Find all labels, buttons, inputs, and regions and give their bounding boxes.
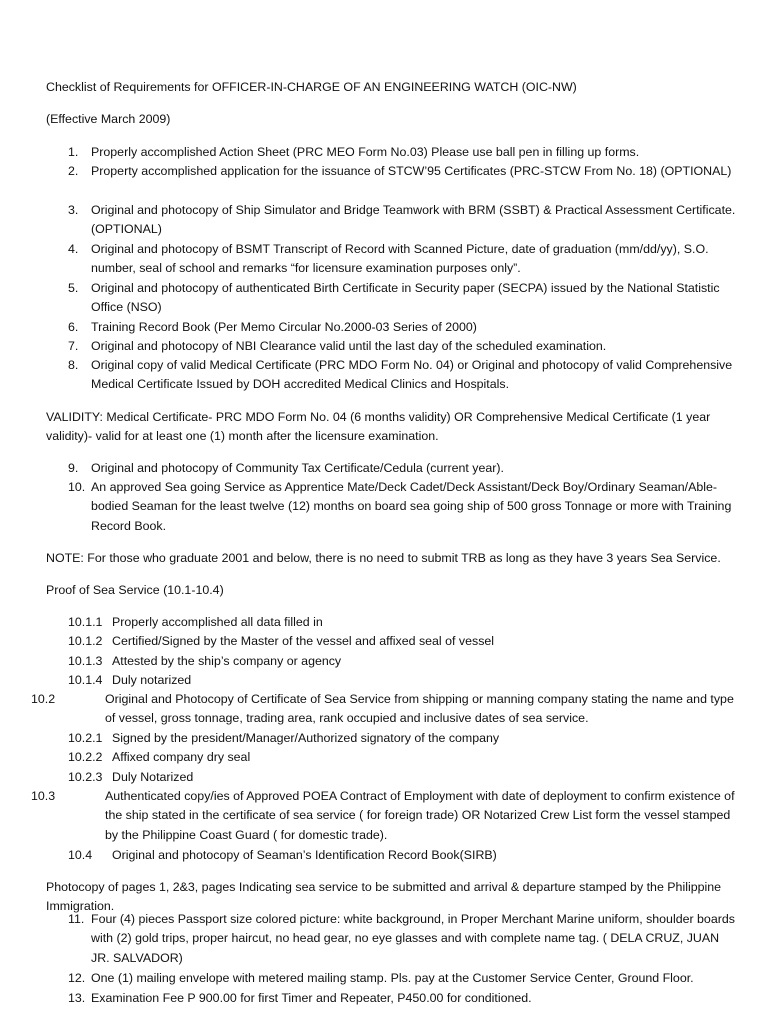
- list-item: [68, 162, 738, 181]
- item-text: Original and photocopy of NBI Clearance valid until the last day of the scheduled examination.: [91, 339, 607, 353]
- sub-item: [31, 690, 738, 729]
- item-text: Original and photocopy of Community Tax Certificate/Cedula (current year).: [91, 461, 504, 475]
- sub-item-text: Affixed company dry seal: [112, 750, 251, 764]
- item-number: 2.: [68, 164, 79, 178]
- item-number: 11.: [68, 912, 85, 926]
- sub-item-number: 10.1.3: [68, 654, 103, 668]
- trb-note: NOTE: For those who graduate 2001 and below, there is no need to submit TRB as long as they have 3 years Sea Service.: [46, 551, 721, 565]
- item-text: Four (4) pieces Passport size colored picture: white background, in Proper Merchant Marine uniform, shoulder boards with (2) gold trips, proper haircut, no head gear, no eye glasses and with complete name tag. ( DELA CRUZ, JUAN JR. SALVADOR): [91, 912, 735, 965]
- sub-item-text: Original and Photocopy of Certificate of Sea Service from shipping or manning company stating the name and type of vessel, gross tonnage, trading area, rank occupied and inclusive dates of sea service.: [105, 692, 734, 726]
- item-number: 5.: [68, 281, 79, 295]
- sub-item-number: 10.1.1: [68, 615, 103, 629]
- item-text: Original and photocopy of authenticated Birth Certificate in Security paper (SECPA) issued by the National Statistic Office (NSO): [91, 281, 720, 315]
- list-item: [68, 969, 738, 988]
- sub-item-text: Certified/Signed by the Master of the vessel and affixed seal of vessel: [112, 634, 495, 648]
- item-number: 1.: [68, 145, 79, 159]
- list-item: [68, 910, 738, 968]
- item-number: 7.: [68, 339, 79, 353]
- sub-item: [68, 846, 738, 865]
- sub-item: [68, 652, 738, 671]
- sub-item-text: Original and photocopy of Seaman’s Identification Record Book(SIRB): [112, 848, 497, 862]
- sub-item-number: 10.2.2: [68, 750, 103, 764]
- sub-item: [68, 671, 738, 690]
- item-number: 6.: [68, 320, 79, 334]
- effective-date: (Effective March 2009): [46, 112, 171, 126]
- list-item: [68, 459, 738, 478]
- item-number: 9.: [68, 461, 79, 475]
- sub-item: [68, 768, 738, 787]
- item-text: Properly accomplished Action Sheet (PRC MEO Form No.03) Please use ball pen in filling up forms.: [91, 145, 640, 159]
- item-number: 3.: [68, 203, 79, 217]
- item-text: Examination Fee P 900.00 for first Timer and Repeater, P450.00 for conditioned.: [91, 991, 532, 1005]
- sub-item: [68, 748, 738, 767]
- sub-item-text: Signed by the president/Manager/Authorized signatory of the company: [112, 731, 500, 745]
- list-item: [68, 337, 738, 356]
- list-item: [68, 279, 738, 318]
- validity-note: VALIDITY: Medical Certificate- PRC MDO Form No. 04 (6 months validity) OR Comprehensive Medical Certificate (1 year validity)- valid for at least one (1) month after the licensure examination.: [46, 410, 711, 444]
- item-number: 10.: [68, 480, 86, 494]
- sub-item-number: 10.2.1: [68, 731, 103, 745]
- proof-heading: Proof of Sea Service (10.1-10.4): [46, 583, 224, 597]
- item-number: 8.: [68, 358, 79, 372]
- sub-item: [68, 729, 738, 748]
- list-item: [68, 989, 738, 1008]
- sub-item-number: 10.2.3: [68, 770, 103, 784]
- sub-item-number: 10.1.2: [68, 634, 103, 648]
- document-title: Checklist of Requirements for OFFICER-IN-CHARGE OF AN ENGINEERING WATCH (OIC-NW): [46, 80, 577, 94]
- sub-item-text: Duly notarized: [112, 673, 192, 687]
- sub-item: [68, 632, 738, 651]
- item-number: 4.: [68, 242, 79, 256]
- sub-item-number: 10.2: [31, 692, 56, 706]
- item-number: 12.: [68, 971, 86, 985]
- sub-item-text: Duly Notarized: [112, 770, 194, 784]
- photocopy-note: Photocopy of pages 1, 2&3, pages Indicating sea service to be submitted and arrival & departure stamped by the Philippine Immigration.: [46, 880, 722, 914]
- item-text: Original copy of valid Medical Certificate (PRC MDO Form No. 04) or Original and photocopy of valid Comprehensive Medical Certificate Issued by DOH accredited Medical Clinics and Hospitals.: [91, 358, 733, 392]
- list-item: [68, 240, 738, 279]
- item-number: 13.: [68, 991, 86, 1005]
- item-text: Property accomplished application for the issuance of STCW’95 Certificates (PRC-STCW From No. 18) (OPTIONAL): [91, 164, 732, 178]
- list-item: [68, 356, 738, 395]
- item-text: Original and photocopy of Ship Simulator and Bridge Teamwork with BRM (SSBT) & Practical Assessment Certificate. (OPTIONAL): [91, 203, 736, 237]
- sub-item-number: 10.4: [68, 848, 93, 862]
- sub-item-text: Authenticated copy/ies of Approved POEA Contract of Employment with date of deployment to confirm existence of the ship stated in the certificate of sea service ( for foreign trade) OR Notarized Crew List form the vessel stamped by the Philippine Coast Guard ( for domestic trade).: [105, 789, 735, 842]
- list-item: [68, 143, 738, 162]
- list-item: [68, 201, 738, 240]
- item-text: Training Record Book (Per Memo Circular No.2000-03 Series of 2000): [91, 320, 477, 334]
- sub-item-text: Attested by the ship’s company or agency: [112, 654, 342, 668]
- item-text: One (1) mailing envelope with metered mailing stamp. Pls. pay at the Customer Service Center, Ground Floor.: [91, 971, 694, 985]
- item-text: Original and photocopy of BSMT Transcript of Record with Scanned Picture, date of graduation (mm/dd/yy), S.O. number, seal of school and remarks “for licensure examination purposes only”.: [91, 242, 709, 276]
- list-item: [68, 318, 738, 337]
- sub-item: [31, 787, 738, 845]
- item-text: An approved Sea going Service as Apprentice Mate/Deck Cadet/Deck Assistant/Deck Boy/Ordinary Seaman/Able-bodied Seaman for the least twelve (12) months on board sea going ship of 500 gross Tonnage or more with Training Record Book.: [91, 480, 732, 533]
- list-item: [68, 478, 738, 536]
- sub-item-text: Properly accomplished all data filled in: [112, 615, 323, 629]
- sub-item-number: 10.1.4: [68, 673, 103, 687]
- sub-item-number: 10.3: [31, 789, 56, 803]
- sub-item: [68, 613, 738, 632]
